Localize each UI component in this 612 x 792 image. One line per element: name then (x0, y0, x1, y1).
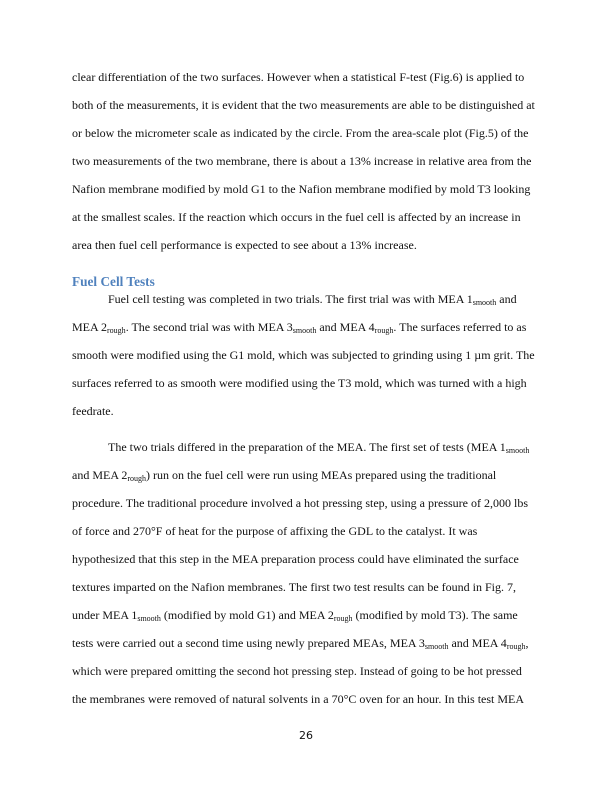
text-line: at the smallest scales. If the reaction which occurs in the fuel cell is affected by an increase in (72, 210, 521, 224)
text-line: feedrate. (72, 404, 114, 418)
section-heading: Fuel Cell Tests (72, 274, 155, 289)
page-number: 26 (299, 729, 313, 742)
text-line: or below the micrometer scale as indicated by the circle. From the area-scale plot (Fig.5) of the (72, 126, 529, 140)
text-line: and MEA $2_{rough}$) run on the fuel cell were run using MEAs prepared using the traditional (72, 468, 497, 483)
text-line: surfaces referred to as smooth were modified using the T3 mold, which was turned with a high (72, 376, 527, 390)
text-line: textures imparted on the Nafion membranes. The first two test results can be found in Fig. 7, (72, 580, 517, 594)
text-line: two measurements of the two membrane, there is about a 13% increase in relative area from the (72, 154, 532, 168)
text-line: The two trials differed in the preparation of the MEA. The first set of tests (MEA $1_{smooth}$ (108, 440, 530, 455)
text-line: smooth were modified using the G1 mold, which was subjected to grinding using 1 µm grit. The (72, 348, 535, 362)
text-line: area then fuel cell performance is expected to see about a 13% increase. (72, 238, 417, 252)
text-line: MEA $2_{rough}$. The second trial was with MEA $3_{smooth}$ and MEA $4_{rough}$. The surfaces referred to as (72, 320, 527, 335)
text-line: both of the measurements, it is evident that the two measurements are able to be distinguished at (72, 98, 535, 112)
text-line: clear differentiation of the two surfaces. However when a statistical F-test (Fig.6) is applied to (72, 70, 525, 84)
text-line: of force and 270°F of heat for the purpose of affixing the GDL to the catalyst. It was (72, 524, 478, 538)
text-line: hypothesized that this step in the MEA preparation process could have eliminated the surface (72, 552, 519, 566)
text-line: Fuel cell testing was completed in two trials. The first trial was with MEA $1_{smooth}$ and (108, 292, 517, 307)
text-line: procedure. The traditional procedure involved a hot pressing step, using a pressure of 2,000 lbs (72, 496, 528, 510)
text-line: tests were carried out a second time using newly prepared MEAs, MEA $3_{smooth}$ and MEA $4_{rough}$, (72, 636, 529, 651)
text-line: Nafion membrane modified by mold G1 to the Nafion membrane modified by mold T3 looking (72, 182, 531, 196)
text-line: which were prepared omitting the second hot pressing step. Instead of going to be hot pressed (72, 664, 522, 678)
text-line: the membranes were removed of natural solvents in a 70°C oven for an hour. In this test MEA (72, 692, 525, 706)
text-line: under MEA $1_{smooth}$ (modified by mold G1) and MEA $2_{rough}$ (modified by mold T3). The same (72, 608, 518, 623)
